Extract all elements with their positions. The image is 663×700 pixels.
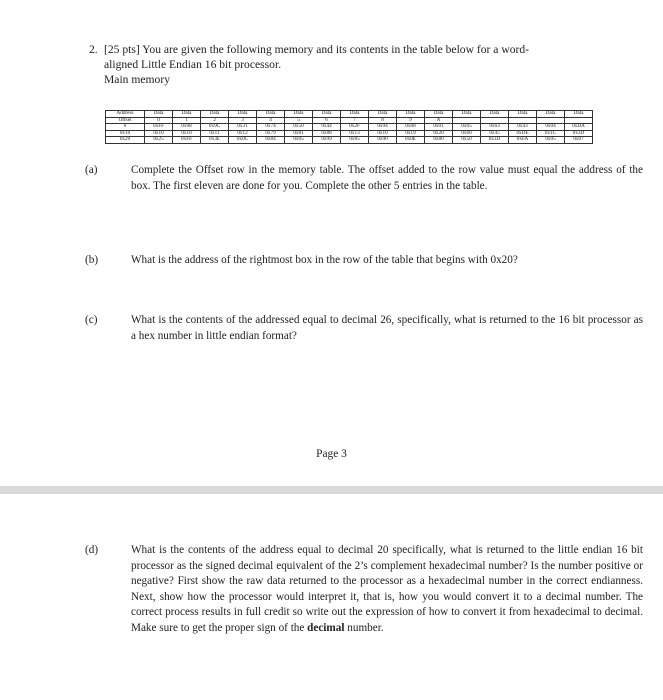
table-cell: 0x10 [369,130,397,137]
part-c-label: (c) [85,314,98,326]
table-cell: Data [257,111,285,118]
table-cell: 5 [285,117,313,124]
part-c [85,313,643,344]
table-cell: Data [313,111,341,118]
table-cell: 0x0E [397,137,425,144]
table-cell: 0xFF [145,124,173,131]
table-cell: 0x31 [229,124,257,131]
table-cell: 0x94 [369,124,397,131]
table-cell: 0x0C [229,137,257,144]
part-b [85,253,643,269]
table-cell: Data [481,111,509,118]
table-cell: 0x05 [285,137,313,144]
part-b-label: (b) [85,254,99,266]
part-a-text: Complete the Offset row in the memory table. The offset added to the row value must equal the address of the box. The first eleven are done for you. Complete the other 5 entries in the table. [131,164,643,192]
table-cell: Data [285,111,313,118]
page-4 [0,494,663,700]
table-cell: 0xDE [509,130,537,137]
table-cell: 1 [173,117,201,124]
table-cell: 0x60 [453,130,481,137]
table-cell: 0x63 [481,124,509,131]
question-intro-line-1: [25 pts] You are given the following memory and its contents in the table below for a word- [104,43,530,56]
table-cell: 0 [106,124,145,131]
table-cell: 0x43 [509,124,537,131]
table-header-row [106,111,593,118]
table-cell: 0x01 [425,124,453,131]
part-d-text: What is the contents of the address equal to decimal 20 specifically, what is returned to the little endian 16 bit processor as the signed decimal equivalent of the 2’s complement hexadecimal number? Is the number positive or negative? First show the raw data returned to the processor as a hexadecimal number in the correct endianness. Next, show how the processor would interpret it, that is, how you would convert it to a decimal number. The correct process results in full credit so write out the expression of how to convert it from hexadecimal to decimal. Make sure to get the proper sign of the [131,544,643,634]
table-cell: Data [341,111,369,118]
table-cell: 0x88 [313,130,341,137]
part-b-text: What is the address of the rightmost box in the row of the table that begins with 0x20? [131,254,518,266]
memory-table [105,110,593,144]
table-cell: Data [173,111,201,118]
table-cell: 0x10 [173,130,201,137]
part-a [85,163,643,194]
table-cell: 0x85 [341,137,369,144]
table-cell: Address [106,111,145,118]
table-cell: 0x74 [257,124,285,131]
main-memory-label: Main memory [104,73,171,86]
part-c-text: What is the contents of the addressed equal to decimal 26, specifically, what is returned to the 16 bit processor as a hex number in little endian format? [131,314,643,342]
table-cell: 0x20 [425,130,453,137]
table-cell: Data [425,111,453,118]
part-d [85,543,643,637]
table-cell: Data [565,111,593,118]
table-cell: 0x84 [257,137,285,144]
question-number: 2. [89,43,98,56]
table-cell: 0x20 [106,137,145,144]
table-cell: 0x3E [201,137,229,144]
table-cell: 0x07 [565,137,593,144]
table-cell: 0x19 [397,130,425,137]
table-cell: 0x1C [537,130,565,137]
table-cell: 0x08 [397,124,425,131]
table-cell: 0x13 [341,130,369,137]
table-cell: 0x05 [537,137,565,144]
table-cell: 0xFF [173,137,201,144]
table-cell: Data [201,111,229,118]
table-cell: Data [145,111,173,118]
table-cell: 6 [313,117,341,124]
table-cell: A [425,117,453,124]
part-d-label: (d) [85,544,99,556]
table-cell: Data [369,111,397,118]
table-cell: Data [537,111,565,118]
table-cell: 0x9C [201,124,229,131]
table-cell: Offset [106,117,145,124]
table-cell: 3 [229,117,257,124]
table-cell: 0x50 [453,137,481,144]
table-cell: 0 [145,117,173,124]
table-cell: 0x08 [173,124,201,131]
table-cell: 0x11 [201,130,229,137]
table-cell: 9 [397,117,425,124]
table-cell: Data [229,111,257,118]
table-cell: 0x79 [257,130,285,137]
table-cell: 0x99 [313,137,341,144]
table-cell: 0x10 [145,130,173,137]
table-cell: 0x44 [313,124,341,131]
table-cell: 0xDA [565,124,593,131]
table-cell: 0xFA [509,137,537,144]
table-cell: 0x50 [285,124,313,131]
table-cell: 7 [341,117,369,124]
table-cell: 2 [201,117,229,124]
table-cell: Data [509,111,537,118]
table-cell: 0x12 [229,130,257,137]
table-cell: 0x2F [341,124,369,131]
table-cell: 0x90 [369,137,397,144]
table-cell: 0x10 [106,130,145,137]
table-cell: 0x3D [565,130,593,137]
table-data-row [106,137,593,144]
table-cell: Data [397,111,425,118]
table-cell: 0x04 [537,124,565,131]
table-cell: 0x25 [145,137,173,144]
table-cell: Data [453,111,481,118]
page-number: Page 3 [316,448,347,460]
table-cell: 8 [369,117,397,124]
table-cell: 0x80 [425,137,453,144]
part-a-label: (a) [85,164,98,176]
table-cell: 0x45 [481,130,509,137]
table-cell: 4 [257,117,285,124]
part-d-bold-word: decimal [307,621,345,634]
table-cell: 0x3D [481,137,509,144]
question-intro-line-2: aligned Little Endian 16 bit processor. [104,58,282,71]
table-cell: 0x05 [453,124,481,131]
question-intro [104,42,624,87]
part-d-text-end: number. [344,621,384,634]
table-cell: 0x81 [285,130,313,137]
